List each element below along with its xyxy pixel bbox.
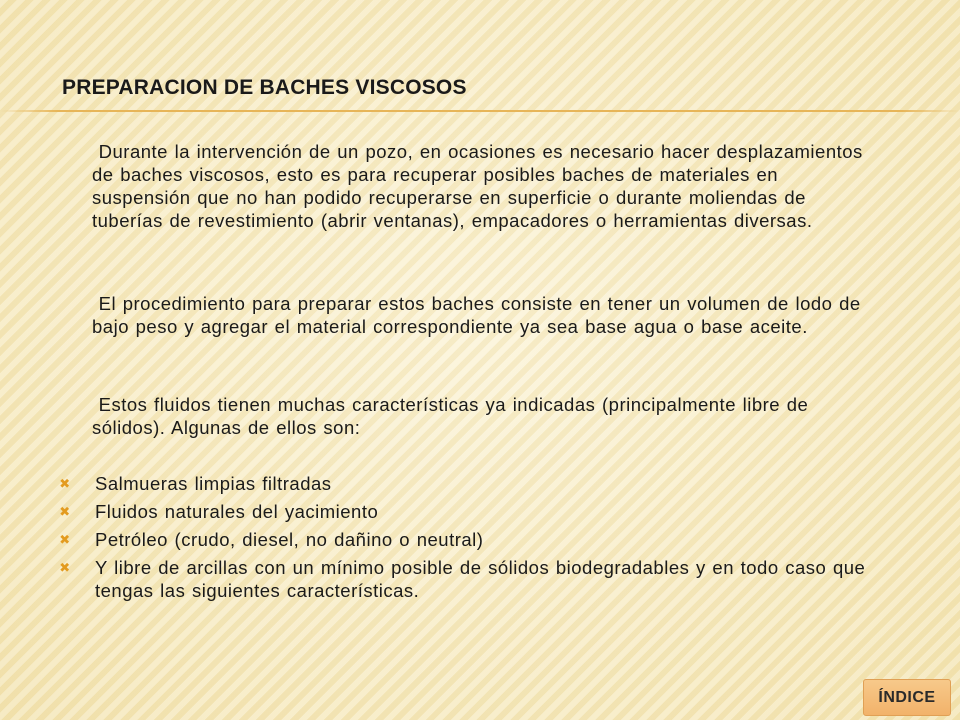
paragraph-characteristics-text: Estos fluidos tienen muchas características ya indicadas (principalmente libre de sólidos). Algunas de ellos son: [92, 394, 809, 438]
x-bullet-icon: ✖ [59, 532, 71, 547]
list-item-text: Fluidos naturales del yacimiento [95, 501, 379, 522]
paragraph-intro-text: Durante la intervención de un pozo, en ocasiones es necesario hacer desplazamientos de baches viscosos, esto es para recuperar posibles baches de materiales en suspensión que no han podido recuperarse en superficie o durante moliendas de tuberías de revestimiento (abrir ventanas), empacadores o herramientas diversas. [92, 141, 863, 231]
paragraph-intro [92, 140, 872, 232]
list-item [58, 528, 888, 551]
index-button[interactable]: ÍNDICE [863, 679, 951, 716]
x-bullet-icon: ✖ [59, 560, 71, 575]
list-item-text: Y libre de arcillas con un mínimo posible de sólidos biodegradables y en todo caso que tengas las siguientes características. [95, 557, 866, 601]
paragraph-characteristics [92, 393, 872, 439]
list-item [58, 472, 888, 495]
paragraph-procedure-text: El procedimiento para preparar estos baches consiste en tener un volumen de lodo de bajo peso y agregar el material correspondiente ya sea base agua o base aceite. [92, 293, 861, 337]
list-item-text: Petróleo (crudo, diesel, no dañino o neutral) [95, 529, 484, 550]
list-item-text: Salmueras limpias filtradas [95, 473, 332, 494]
title-divider [0, 110, 960, 112]
fluid-list [58, 472, 888, 607]
list-item [58, 556, 888, 602]
slide-title: PREPARACION DE BACHES VISCOSOS [62, 76, 467, 99]
x-bullet-icon: ✖ [59, 504, 71, 519]
paragraph-procedure [92, 292, 872, 338]
x-bullet-icon: ✖ [59, 476, 71, 491]
list-item [58, 500, 888, 523]
